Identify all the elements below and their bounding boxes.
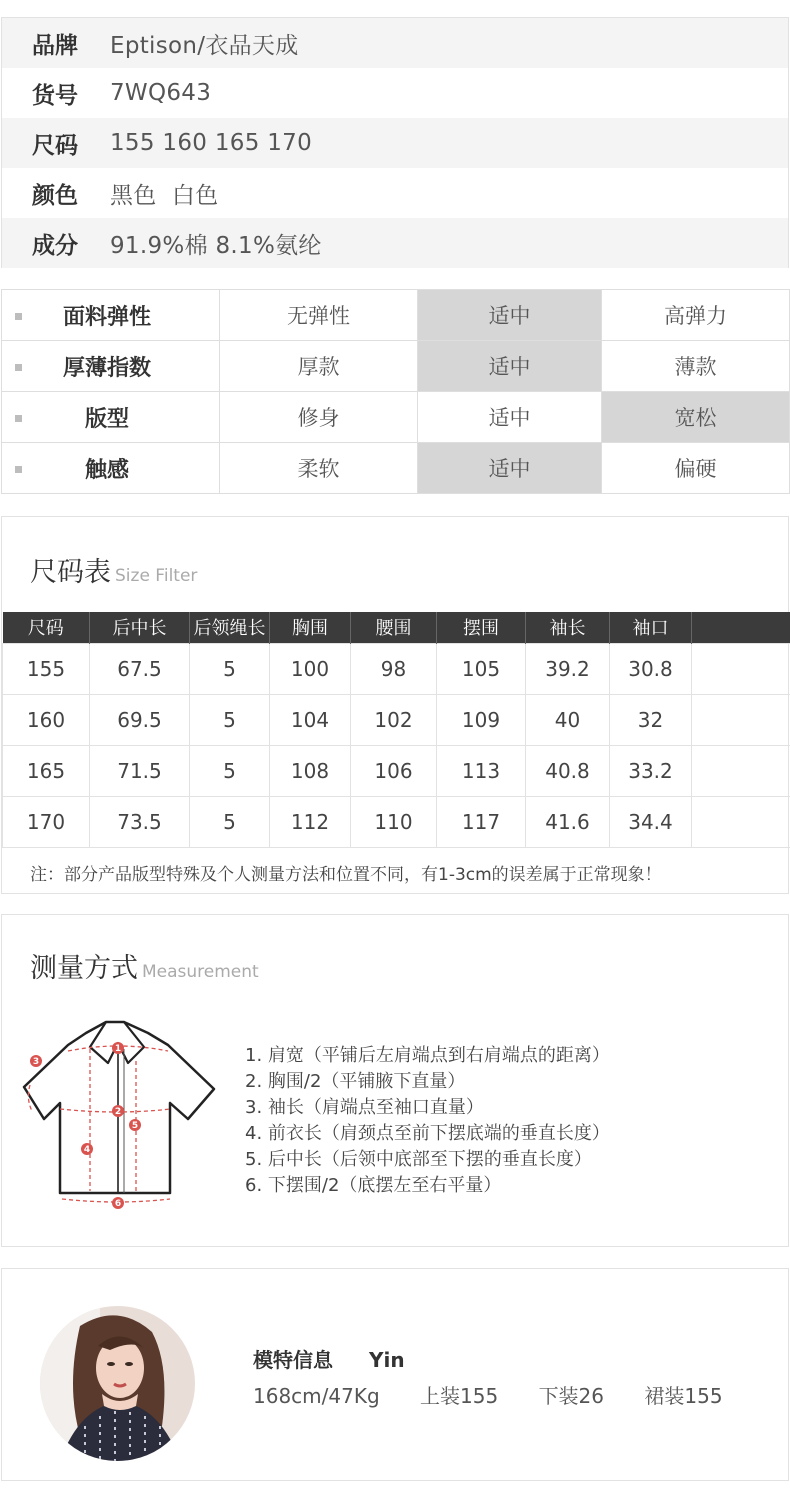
marker-1-label: 1 — [114, 1044, 122, 1054]
size-cell — [692, 745, 790, 796]
size-cell: 40 — [526, 694, 610, 745]
size-cell: 98 — [351, 643, 437, 694]
table-row — [3, 694, 790, 745]
size-cell — [692, 796, 790, 847]
size-header-cell — [692, 612, 790, 643]
measurement-title: 测量方式 — [30, 953, 138, 984]
size-header-cell: 后领绳长 — [190, 612, 270, 643]
size-cell: 73.5 — [90, 796, 190, 847]
size-table-body — [3, 643, 790, 847]
table-row — [3, 796, 790, 847]
info-row-composition — [2, 218, 788, 268]
marker-2-label: 2 — [114, 1107, 122, 1117]
model-dress-size: 裙装155 — [644, 1384, 723, 1408]
size-cell: 160 — [3, 694, 90, 745]
attribute-option: 厚款 — [220, 341, 418, 392]
size-cell: 41.6 — [526, 796, 610, 847]
attribute-name-cell — [2, 392, 220, 443]
info-key: 尺码 — [32, 132, 78, 159]
size-table — [2, 612, 790, 848]
size-header-cell: 尺码 — [3, 612, 90, 643]
size-cell: 5 — [190, 694, 270, 745]
attribute-name: 版型 — [84, 406, 129, 432]
measurement-section — [1, 914, 789, 1247]
size-cell: 105 — [437, 643, 526, 694]
size-chart-title-en: Size Filter — [115, 566, 198, 586]
attribute-name: 触感 — [84, 457, 129, 483]
size-cell: 117 — [437, 796, 526, 847]
model-bottom-size: 下装26 — [538, 1384, 605, 1408]
size-chart-section — [1, 516, 789, 894]
marker-5-label: 5 — [131, 1121, 139, 1131]
size-cell: 102 — [351, 694, 437, 745]
info-value: 黑色 白色 — [110, 182, 219, 209]
measurement-item: 6. 下摆围/2（底摆左至右平量） — [245, 1175, 502, 1196]
size-header-cell: 袖长 — [526, 612, 610, 643]
table-row — [3, 643, 790, 694]
section-title — [30, 946, 259, 985]
size-cell: 155 — [3, 643, 90, 694]
model-info-section — [1, 1268, 789, 1481]
info-value: 155 160 165 170 — [110, 130, 313, 156]
size-cell — [692, 643, 790, 694]
size-chart-title: 尺码表 — [30, 557, 111, 588]
bullet-icon — [15, 466, 22, 473]
attribute-row — [2, 443, 790, 494]
attribute-option: 偏硬 — [602, 443, 790, 494]
model-avatar — [40, 1306, 195, 1461]
measurement-title-en: Measurement — [142, 962, 259, 982]
size-header-cell: 胸围 — [270, 612, 351, 643]
bullet-icon — [15, 313, 22, 320]
model-name: Yin — [369, 1348, 405, 1372]
size-cell: 5 — [190, 745, 270, 796]
measurement-item: 1. 肩宽（平铺后左肩端点到右肩端点的距离） — [245, 1045, 610, 1066]
measurement-list — [245, 1043, 610, 1199]
marker-6-label: 6 — [114, 1199, 122, 1209]
size-cell: 33.2 — [610, 745, 692, 796]
size-header-cell: 后中长 — [90, 612, 190, 643]
size-header-cell: 腰围 — [351, 612, 437, 643]
size-table-header — [3, 612, 790, 643]
measurement-item: 2. 胸围/2（平铺腋下直量） — [245, 1071, 466, 1092]
info-value: 91.9%棉 8.1%氨纶 — [110, 232, 322, 259]
size-cell: 5 — [190, 643, 270, 694]
info-key: 颜色 — [32, 182, 78, 209]
size-cell: 5 — [190, 796, 270, 847]
model-photo — [40, 1306, 195, 1461]
attribute-option: 高弹力 — [602, 290, 790, 341]
attribute-option: 薄款 — [602, 341, 790, 392]
marker-4-label: 4 — [83, 1145, 91, 1155]
table-row — [3, 745, 790, 796]
size-cell: 32 — [610, 694, 692, 745]
attribute-row — [2, 392, 790, 443]
measurement-item: 5. 后中长（后领中底部至下摆的垂直长度） — [245, 1149, 592, 1170]
attribute-name-cell — [2, 290, 220, 341]
attribute-option: 无弹性 — [220, 290, 418, 341]
info-value: 7WQ643 — [110, 80, 212, 106]
attribute-option: 修身 — [220, 392, 418, 443]
attribute-option: 宽松 — [602, 392, 790, 443]
attribute-name-cell — [2, 341, 220, 392]
model-top-size: 上装155 — [420, 1384, 499, 1408]
measurement-item: 4. 前衣长（肩颈点至前下摆底端的垂直长度） — [245, 1123, 610, 1144]
size-cell: 170 — [3, 796, 90, 847]
info-row-sku — [2, 68, 788, 118]
size-cell: 40.8 — [526, 745, 610, 796]
size-note: 注：部分产品版型特殊及个人测量方法和位置不同，有1-3cm的误差属于正常现象！ — [30, 865, 662, 885]
attribute-name: 厚薄指数 — [62, 355, 151, 381]
attribute-row — [2, 341, 790, 392]
info-row-brand — [2, 18, 788, 68]
size-cell: 100 — [270, 643, 351, 694]
model-title-line — [253, 1344, 405, 1373]
model-stats — [253, 1380, 757, 1409]
attribute-option: 柔软 — [220, 443, 418, 494]
size-cell: 104 — [270, 694, 351, 745]
bullet-icon — [15, 415, 22, 422]
size-cell: 34.4 — [610, 796, 692, 847]
attribute-option: 适中 — [418, 341, 602, 392]
bullet-icon — [15, 364, 22, 371]
model-label: 模特信息 — [253, 1348, 333, 1372]
attribute-table — [1, 289, 790, 494]
marker-3-label: 3 — [32, 1057, 40, 1067]
attribute-name: 面料弹性 — [62, 304, 151, 330]
size-header-cell: 袖口 — [610, 612, 692, 643]
size-cell: 67.5 — [90, 643, 190, 694]
attribute-name-cell — [2, 443, 220, 494]
size-cell: 165 — [3, 745, 90, 796]
attribute-option: 适中 — [418, 290, 602, 341]
size-cell — [692, 694, 790, 745]
section-title — [30, 550, 197, 589]
size-cell: 109 — [437, 694, 526, 745]
size-cell: 106 — [351, 745, 437, 796]
size-cell: 39.2 — [526, 643, 610, 694]
info-key: 货号 — [32, 82, 78, 109]
size-cell: 108 — [270, 745, 351, 796]
size-cell: 71.5 — [90, 745, 190, 796]
attribute-option: 适中 — [418, 392, 602, 443]
info-value: Eptison/衣品天成 — [110, 32, 299, 59]
attribute-option: 适中 — [418, 443, 602, 494]
size-cell: 69.5 — [90, 694, 190, 745]
shirt-measurement-diagram — [20, 1019, 220, 1209]
measurement-item: 3. 袖长（肩端点至袖口直量） — [245, 1097, 484, 1118]
size-cell: 112 — [270, 796, 351, 847]
info-row-size — [2, 118, 788, 168]
info-key: 品牌 — [32, 32, 78, 59]
model-body-stats: 168cm/47Kg — [253, 1384, 380, 1408]
info-row-color — [2, 168, 788, 218]
attribute-row — [2, 290, 790, 341]
size-cell: 113 — [437, 745, 526, 796]
info-key: 成分 — [32, 232, 78, 259]
size-cell: 30.8 — [610, 643, 692, 694]
size-header-cell: 摆围 — [437, 612, 526, 643]
attribute-table-body — [2, 290, 790, 494]
product-info — [1, 17, 789, 268]
size-cell: 110 — [351, 796, 437, 847]
